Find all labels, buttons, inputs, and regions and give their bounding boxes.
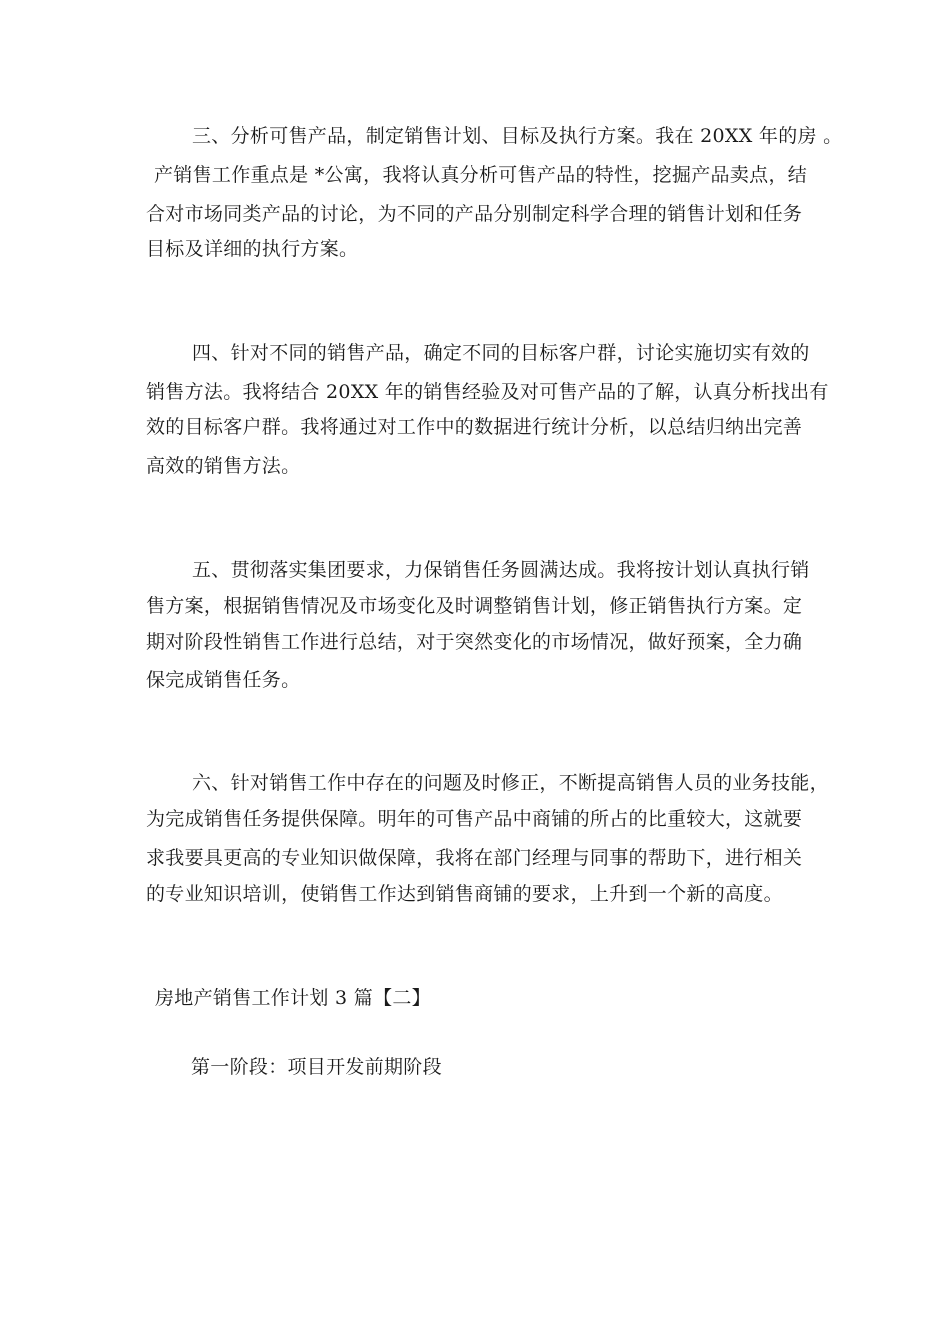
paragraph-line: 为完成销售任务提供保障。明年的可售产品中商铺的所占的比重较大，这就要 (146, 808, 803, 830)
paragraph-line: 保完成销售任务。 (146, 669, 301, 691)
paragraph-line: 销售方法。我将结合 20XX 年的销售经验及对可售产品的了解，认真分析找出有 (146, 381, 829, 403)
paragraph-line: 求我要具更高的专业知识做保障，我将在部门经理与同事的帮助下，进行相关 (146, 847, 803, 869)
paragraph-line: 三、分析可售产品，制定销售计划、目标及执行方案。我在 20XX 年的房 。 (192, 125, 843, 147)
paragraph-line: 的专业知识培训，使销售工作达到销售商铺的要求，上升到一个新的高度。 (146, 883, 783, 905)
paragraph-line: 产销售工作重点是 *公寓，我将认真分析可售产品的特性，挖掘产品卖点，结 (154, 164, 808, 186)
section-heading: 房地产销售工作计划 3 篇【二】 (155, 987, 431, 1009)
paragraph-line: 目标及详细的执行方案。 (146, 238, 359, 260)
paragraph-line: 六、针对销售工作中存在的问题及时修正，不断提高销售人员的业务技能， (192, 772, 829, 794)
stage-heading: 第一阶段：项目开发前期阶段 (191, 1056, 442, 1078)
paragraph-line: 五、贯彻落实集团要求，力保销售任务圆满达成。我将按计划认真执行销 (192, 559, 810, 581)
paragraph-line: 效的目标客户群。我将通过对工作中的数据进行统计分析，以总结归纳出完善 (146, 416, 803, 438)
paragraph-line: 售方案，根据销售情况及市场变化及时调整销售计划，修正销售执行方案。定 (146, 595, 803, 617)
paragraph-line: 期对阶段性销售工作进行总结，对于突然变化的市场情况，做好预案，全力确 (146, 631, 803, 653)
paragraph-line: 合对市场同类产品的讨论，为不同的产品分别制定科学合理的销售计划和任务 (146, 203, 803, 225)
paragraph-line: 四、针对不同的销售产品，确定不同的目标客户群，讨论实施切实有效的 (192, 342, 810, 364)
paragraph-line: 高效的销售方法。 (146, 455, 301, 477)
